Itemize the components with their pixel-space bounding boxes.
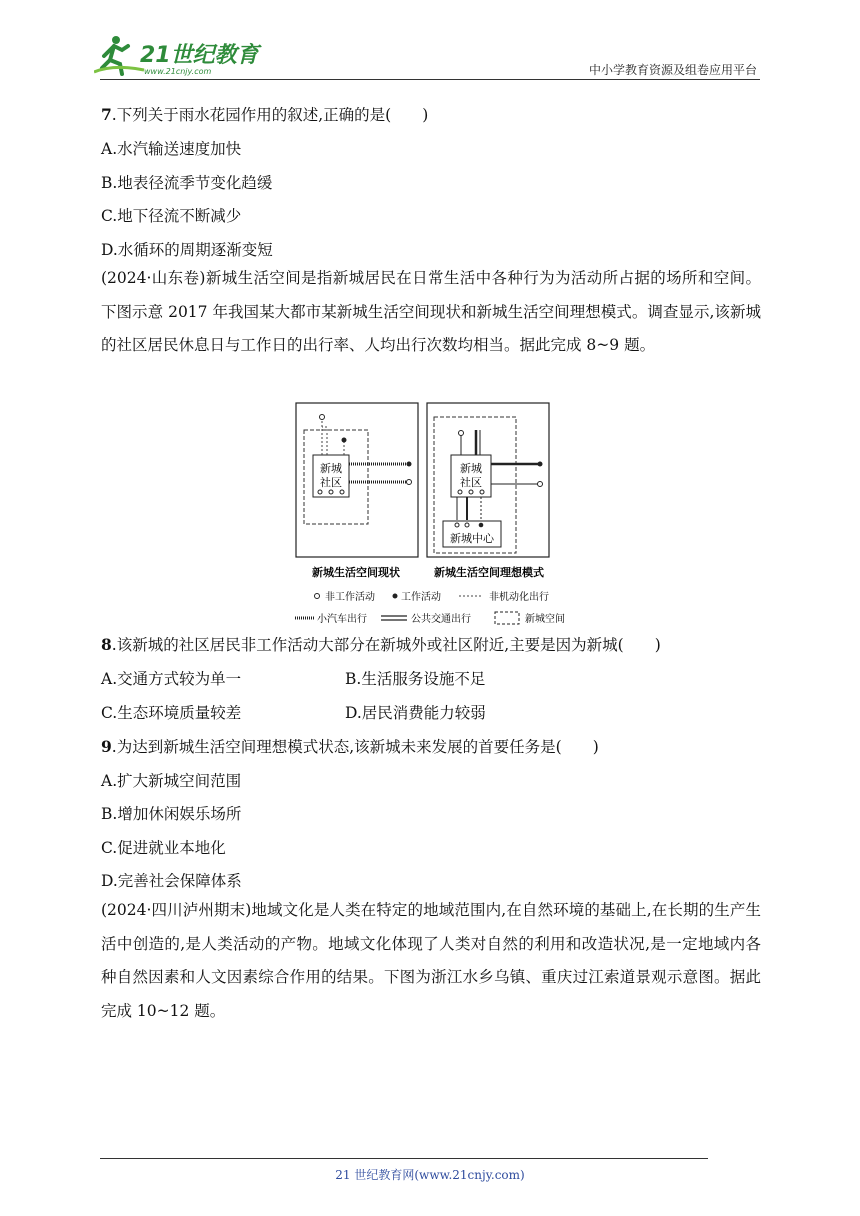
header-divider (100, 79, 760, 80)
question-text: .下列关于雨水花园作用的叙述,正确的是( ) (111, 106, 429, 124)
svg-text:新城空间: 新城空间 (525, 614, 565, 625)
q9-option-d: D.完善社会保障体系 (101, 872, 242, 890)
svg-text:社区: 社区 (320, 476, 342, 489)
q7-option-d: D.水循环的周期逐渐变短 (101, 241, 273, 259)
svg-text:新城生活空间理想模式: 新城生活空间理想模式 (434, 566, 544, 579)
intro-paragraph-8-9: (2024·山东卷)新城生活空间是指新城居民在日常生活中各种行为为活动所占据的场所和空间。下图示意 2017 年我国某大都市某新城生活空间现状和新城生活空间理想模式。调查显示,该新城的社区居民休息日与工作日的出行率、人均出行次数均相当。据此完成 8~9 题。 (101, 269, 761, 354)
question-number: 9 (101, 737, 112, 756)
q7-option-a: A.水汽输送速度加快 (101, 140, 242, 158)
question-7-stem (101, 104, 428, 126)
question-number: 7 (101, 105, 112, 124)
q9-option-c: C.促进就业本地化 (101, 839, 226, 857)
svg-text:非工作活动: 非工作活动 (325, 592, 375, 603)
intro-paragraph-10-12: (2024·四川泸州期末)地域文化是人类在特定的地域范围内,在自然环境的基础上,在长期的生产生活中创造的,是人类活动的产物。地域文化体现了人类对自然的利用和改造状况,是一定地域内各种自然因素和人文因素综合作用的结果。下图为浙江水乡乌镇、重庆过江索道景观示意图。据此完成 10~12 题。 (101, 901, 761, 1020)
q9-option-b: B.增加休闲娱乐场所 (101, 805, 242, 823)
q9-option-a: A.扩大新城空间范围 (101, 772, 242, 790)
q8-option-c: C.生态环境质量较差 (101, 704, 242, 722)
svg-text:21世纪教育: 21世纪教育 (140, 43, 259, 68)
svg-text:新城: 新城 (320, 462, 342, 475)
svg-text:新城中心: 新城中心 (450, 532, 494, 545)
footer-text: 21 世纪教育网(www.21cnjy.com) (335, 1168, 525, 1182)
question-text: .为达到新城生活空间理想模式状态,该新城未来发展的首要任务是( ) (111, 738, 599, 756)
svg-text:社区: 社区 (460, 476, 482, 489)
question-text: .该新城的社区居民非工作活动大部分在新城外或社区附近,主要是因为新城( ) (111, 636, 661, 654)
svg-text:非机动化出行: 非机动化出行 (489, 592, 549, 603)
q7-option-b: B.地表径流季节变化趋缓 (101, 174, 273, 192)
site-logo (94, 34, 264, 80)
footer-divider (100, 1158, 708, 1159)
svg-text:工作活动: 工作活动 (401, 592, 441, 603)
svg-text:小汽车出行: 小汽车出行 (317, 614, 367, 625)
new-city-space-figure (295, 402, 587, 630)
question-9-stem (101, 736, 599, 758)
question-8-stem (101, 634, 661, 656)
svg-text:新城生活空间现状: 新城生活空间现状 (312, 566, 400, 579)
q8-option-a: A.交通方式较为单一 (101, 670, 242, 688)
platform-tagline: 中小学教育资源及组卷应用平台 (588, 63, 757, 77)
svg-text:www.21cnjy.com: www.21cnjy.com (144, 67, 212, 76)
svg-text:新城: 新城 (460, 462, 482, 475)
q8-option-b: B.生活服务设施不足 (345, 670, 486, 688)
q8-option-d: D.居民消费能力较弱 (345, 704, 486, 722)
q7-option-c: C.地下径流不断减少 (101, 207, 242, 225)
svg-text:公共交通出行: 公共交通出行 (411, 614, 471, 625)
runner-icon (94, 36, 144, 74)
question-number: 8 (101, 635, 112, 654)
